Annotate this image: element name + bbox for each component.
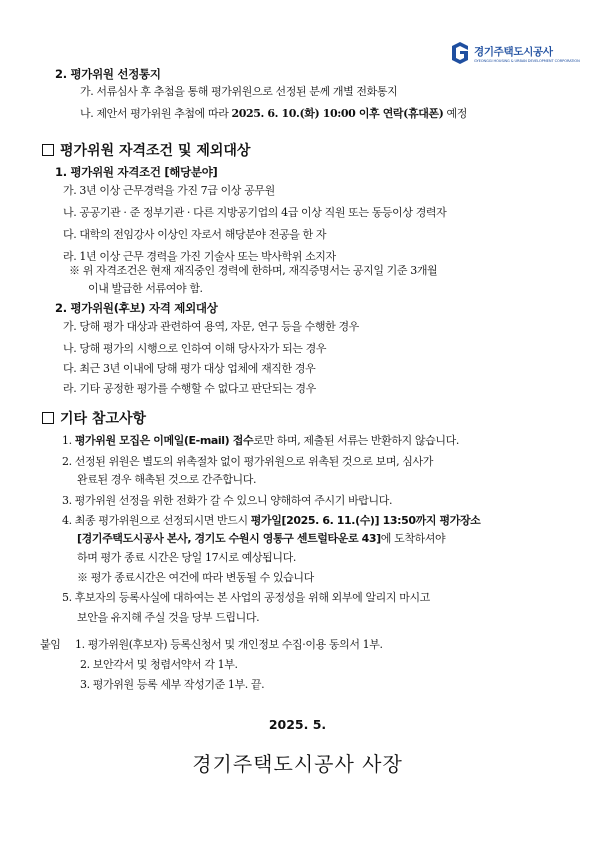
reference-item-5-cont: 보안을 유지해 주실 것을 당부 드립니다.: [77, 611, 260, 624]
exclusion-item: 다. 최근 3년 이내에 당해 평가 대상 업체에 재직한 경우: [63, 362, 316, 375]
gh-logo-icon: [450, 42, 470, 64]
notice-heading: 2. 평가위원 선정통지: [55, 67, 161, 81]
company-logo: [450, 42, 580, 64]
qualification-item: 나. 공공기관 · 준 정부기관 · 다른 지방공기업의 4급 이상 직원 또는 동등이상 경력자: [63, 206, 447, 219]
email-submission-note: 평가위원 모집은 이메일(E-mail) 접수: [74, 434, 254, 447]
exclusion-heading: 2. 평가위원(후보) 자격 제외대상: [55, 301, 218, 315]
logo-subtitle: GYEONGGI HOUSING & URBAN DEVELOPMENT CORPORATION: [474, 58, 580, 63]
reference-item-5: 5. 후보자의 등록사실에 대하여는 본 사업의 공정성을 위해 외부에 알리지 마시고: [62, 591, 430, 604]
reference-item-2-cont: 완료된 경우 해촉된 것으로 간주합니다.: [77, 473, 257, 486]
reference-item-1: 1. 평가위원 모집은 이메일(E-mail) 접수로만 하며, 제출된 서류는 반환하지 않습니다.: [62, 434, 459, 447]
reference-item-4-note: ※ 평가 종료시간은 여건에 따라 변동될 수 있습니다: [77, 571, 314, 584]
qualification-note-cont: 이내 발급한 서류여야 함.: [88, 282, 203, 295]
reference-item-3: 3. 평가위원 선정을 위한 전화가 갈 수 있으니 양해하여 주시기 바랍니다.: [62, 494, 393, 507]
logo-name: 경기주택도시공사: [474, 45, 553, 58]
qualification-item: 가. 3년 이상 근무경력을 가진 7급 이상 공무원: [63, 184, 275, 197]
attachment-item: 1. 평가위원(후보자) 등록신청서 및 개인정보 수집·이용 동의서 1부.: [75, 638, 383, 651]
notice-item-na: 나. 제안서 평가위원 추첨에 따라 2025. 6. 10.(화) 10:00 이후 연락(휴대폰) 예정: [80, 107, 468, 120]
qualification-section-title: 평가위원 자격조건 및 제외대상: [42, 140, 250, 160]
exclusion-item: 라. 기타 공정한 평가를 수행할 수 없다고 판단되는 경우: [63, 382, 316, 395]
checkbox-square-icon: [42, 144, 54, 156]
reference-section-title: 기타 참고사항: [42, 408, 146, 428]
notice-contact-date: 2025. 6. 10.(화) 10:00 이후 연락(휴대폰): [231, 107, 444, 120]
exclusion-item: 나. 당해 평가의 시행으로 인하여 이해 당사자가 되는 경우: [63, 342, 327, 355]
reference-item-4: 4. 최종 평가위원으로 선정되시면 반드시 평가일[2025. 6. 11.(수)] 13:50까지 평가장소: [62, 514, 481, 527]
notice-item-ga: 가. 서류심사 후 추첨을 통해 평가위원으로 선정된 분께 개별 전화통지: [80, 85, 398, 98]
evaluation-location: [경기주택도시공사 본사, 경기도 수원시 영통구 센트럴타운로 43]: [77, 532, 381, 545]
reference-item-4-location: [경기주택도시공사 본사, 경기도 수원시 영통구 센트럴타운로 43]에 도착하셔야: [77, 532, 446, 545]
signature: 경기주택도시공사 사장: [192, 752, 403, 776]
exclusion-item: 가. 당해 평가 대상과 관련하여 용역, 자문, 연구 등을 수행한 경우: [63, 320, 359, 333]
evaluation-date: 평가일[2025. 6. 11.(수)] 13:50까지 평가장소: [250, 514, 481, 527]
attachment-item: 2. 보안각서 및 청렴서약서 각 1부.: [80, 658, 238, 671]
attachment-label: 붙임: [40, 638, 61, 651]
attachment-item: 3. 평가위원 등록 세부 작성기준 1부. 끝.: [80, 678, 265, 691]
checkbox-square-icon: [42, 412, 54, 424]
qualification-item: 라. 1년 이상 근무 경력을 가진 기술사 또는 박사학위 소지자: [63, 250, 336, 263]
qualification-item: 다. 대학의 전임강사 이상인 자로서 해당분야 전공을 한 자: [63, 228, 327, 241]
document-date: 2025. 5.: [268, 717, 327, 732]
reference-item-4-time: 하며 평가 종료 시간은 당일 17시로 예상됩니다.: [77, 551, 296, 564]
qualification-note: ※ 위 자격조건은 현재 재직중인 경력에 한하며, 재직증명서는 공지일 기준 3개월: [69, 264, 438, 277]
reference-item-2: 2. 선정된 위원은 별도의 위촉절차 없이 평가위원으로 위촉된 것으로 보며, 심사가: [62, 455, 433, 468]
qualification-heading: 1. 평가위원 자격조건 [해당분야]: [55, 165, 218, 179]
